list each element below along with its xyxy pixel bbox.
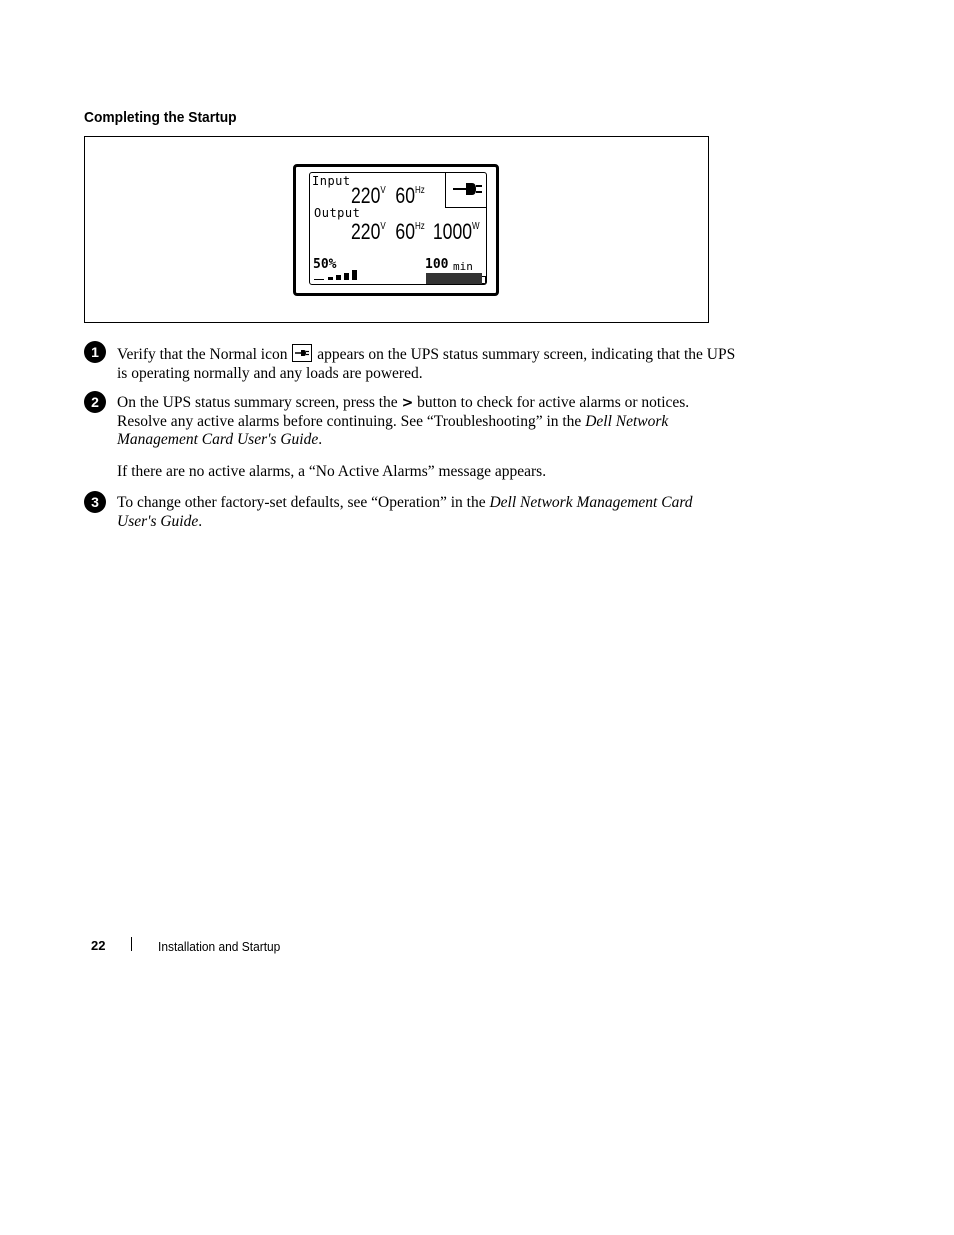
plug-icon bbox=[445, 172, 487, 208]
output-frequency: 60 bbox=[395, 219, 415, 244]
input-frequency-unit: Hz bbox=[415, 185, 425, 196]
output-readings bbox=[351, 219, 480, 245]
runtime-value: 100 bbox=[425, 257, 449, 272]
section-heading: Completing the Startup bbox=[84, 109, 237, 126]
step-3-guide-reference: Dell Network Management Card User's Guide bbox=[117, 494, 693, 530]
load-bar-4 bbox=[344, 273, 349, 280]
input-frequency: 60 bbox=[395, 183, 415, 208]
step-number-badge: 3 bbox=[84, 491, 106, 513]
load-percent: 50% bbox=[313, 257, 337, 272]
step-2-text-c: . bbox=[318, 431, 323, 448]
step-number-badge: 2 bbox=[84, 391, 106, 413]
load-bar-3 bbox=[336, 275, 341, 280]
output-power: 1000 bbox=[432, 219, 473, 244]
load-bar-5 bbox=[352, 270, 357, 280]
normal-plug-icon bbox=[292, 344, 312, 362]
runtime-unit: min bbox=[453, 260, 473, 273]
step-2-text-b: button to check for active alarms or notices. Resolve any active alarms before continuing. See “Troubleshooting” in the bbox=[117, 394, 690, 430]
input-readings bbox=[351, 183, 425, 209]
input-voltage: 220 bbox=[351, 183, 381, 208]
output-power-unit: W bbox=[472, 221, 480, 232]
battery-terminal bbox=[482, 276, 486, 284]
load-bar-1 bbox=[314, 279, 324, 280]
step-3-text bbox=[117, 494, 722, 531]
step-2-note: If there are no active alarms, a “No Active Alarms” message appears. bbox=[117, 463, 547, 480]
load-bar-2 bbox=[328, 277, 333, 280]
output-frequency-unit: Hz bbox=[415, 221, 425, 232]
output-voltage: 220 bbox=[351, 219, 381, 244]
step-1-text bbox=[117, 344, 737, 383]
step-1-text-a: Verify that the Normal icon bbox=[117, 346, 288, 363]
footer-divider bbox=[131, 937, 132, 951]
footer-section-title: Installation and Startup bbox=[158, 939, 281, 954]
output-label: Output bbox=[314, 206, 361, 220]
output-voltage-unit: V bbox=[380, 221, 386, 232]
input-voltage-unit: V bbox=[380, 185, 386, 196]
lcd-screen bbox=[309, 172, 487, 285]
right-arrow-button-icon: > bbox=[401, 395, 414, 411]
step-2-text bbox=[117, 394, 737, 450]
step-1-text-b: appears on the UPS status summary screen, indicating that the UPS is operating normally and any loads are powered. bbox=[117, 346, 736, 382]
input-label: Input bbox=[312, 174, 351, 188]
battery-runtime-bar bbox=[426, 273, 482, 285]
step-3-text-c: . bbox=[198, 512, 203, 530]
ups-lcd-display bbox=[293, 164, 499, 296]
page-number: 22 bbox=[91, 938, 106, 953]
load-bar-graph bbox=[314, 268, 360, 280]
step-2-guide-reference: Dell Network Management Card User's Guide bbox=[117, 412, 669, 448]
step-3-text-a: To change other factory-set defaults, see “Operation” in the bbox=[117, 494, 486, 511]
step-2-text-a: On the UPS status summary screen, press the bbox=[117, 394, 398, 411]
step-number-badge: 1 bbox=[84, 341, 106, 363]
